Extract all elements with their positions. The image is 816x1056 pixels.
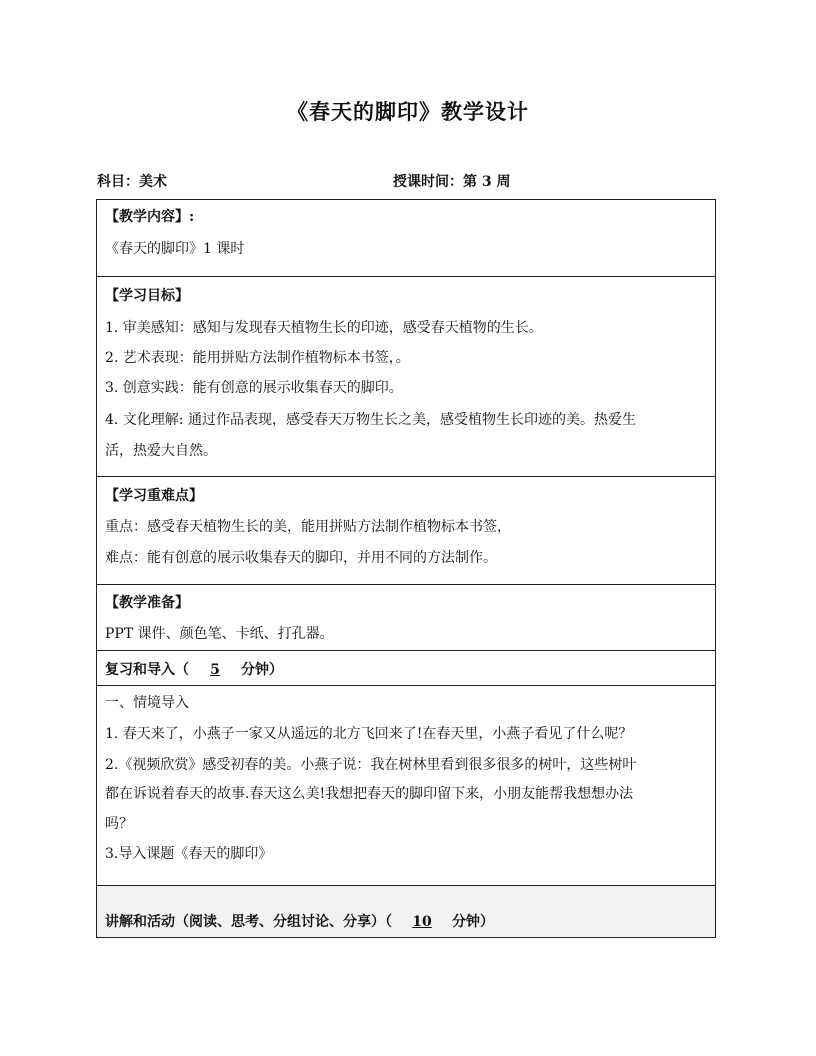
preparation-text: PPT 课件、颜色笔、卡纸、打孔器。 [105, 626, 334, 642]
activity-minutes: 10 [412, 914, 432, 930]
objective-item: 1. 审美感知：感知与发现春天植物生长的印迹，感受春天植物的生长。 [105, 320, 543, 336]
activity-section [97, 886, 715, 937]
teaching-content-text: 《春天的脚印》1 课时 [105, 241, 245, 257]
objective-item: 4. 文化理解: 通过作品表现，感受春天万物生长之美，感受植物生长印迹的美。热爱生 [105, 412, 636, 428]
key-point-item: 难点：能有创意的展示收集春天的脚印，并用不同的方法制作。 [105, 550, 497, 566]
objective-item: 2. 艺术表现：能用拼贴方法制作植物标本书签，。 [105, 350, 410, 366]
review-minutes: 5 [210, 662, 220, 678]
lesson-plan-table [96, 199, 716, 938]
review-intro-section [97, 651, 715, 686]
intro-item: 3.导入课题《春天的脚印》 [105, 846, 273, 862]
subject-label: 科目：美术 [97, 174, 167, 190]
key-points-heading: 【学习重难点】 [105, 488, 203, 504]
intro-item: 都在诉说着春天的故事.春天这么美!我想把春天的脚印留下来，小朋友能帮我想想办法 [105, 786, 634, 802]
activity-heading: 讲解和活动（阅读、思考、分组讨论、分享）（ 10 分钟） [105, 914, 494, 930]
teaching-content-heading: 【教学内容】: [105, 209, 195, 225]
scenario-intro-section [97, 686, 715, 886]
learning-objectives-section [97, 277, 715, 477]
teaching-content-section [97, 200, 715, 277]
intro-item: 1. 春天来了，小燕子一家又从遥远的北方飞回来了!在春天里，小燕子看见了什么呢？ [105, 726, 633, 742]
document-title: 《春天的脚印》教学设计 [287, 99, 529, 124]
learning-objectives-heading: 【学习目标】 [105, 288, 189, 304]
key-point-item: 重点：感受春天植物生长的美，能用拼贴方法制作植物标本书签， [105, 519, 511, 535]
intro-item: 一、情境导入 [105, 695, 189, 711]
objective-item: 3. 创意实践：能有创意的展示收集春天的脚印。 [105, 380, 403, 396]
review-intro-heading: 复习和导入（ 5 分钟） [105, 662, 283, 678]
class-time-label: 授课时间：第 3 周 [393, 174, 511, 190]
key-points-section [97, 477, 715, 585]
preparation-heading: 【教学准备】 [105, 595, 189, 611]
intro-item: 2.《视频欣赏》感受初春的美。小燕子说：我在树林里看到很多很多的树叶，这些树叶 [105, 757, 637, 773]
intro-item: 吗？ [105, 816, 133, 832]
preparation-section [97, 585, 715, 651]
objective-item: 活，热爱大自然。 [105, 443, 217, 459]
